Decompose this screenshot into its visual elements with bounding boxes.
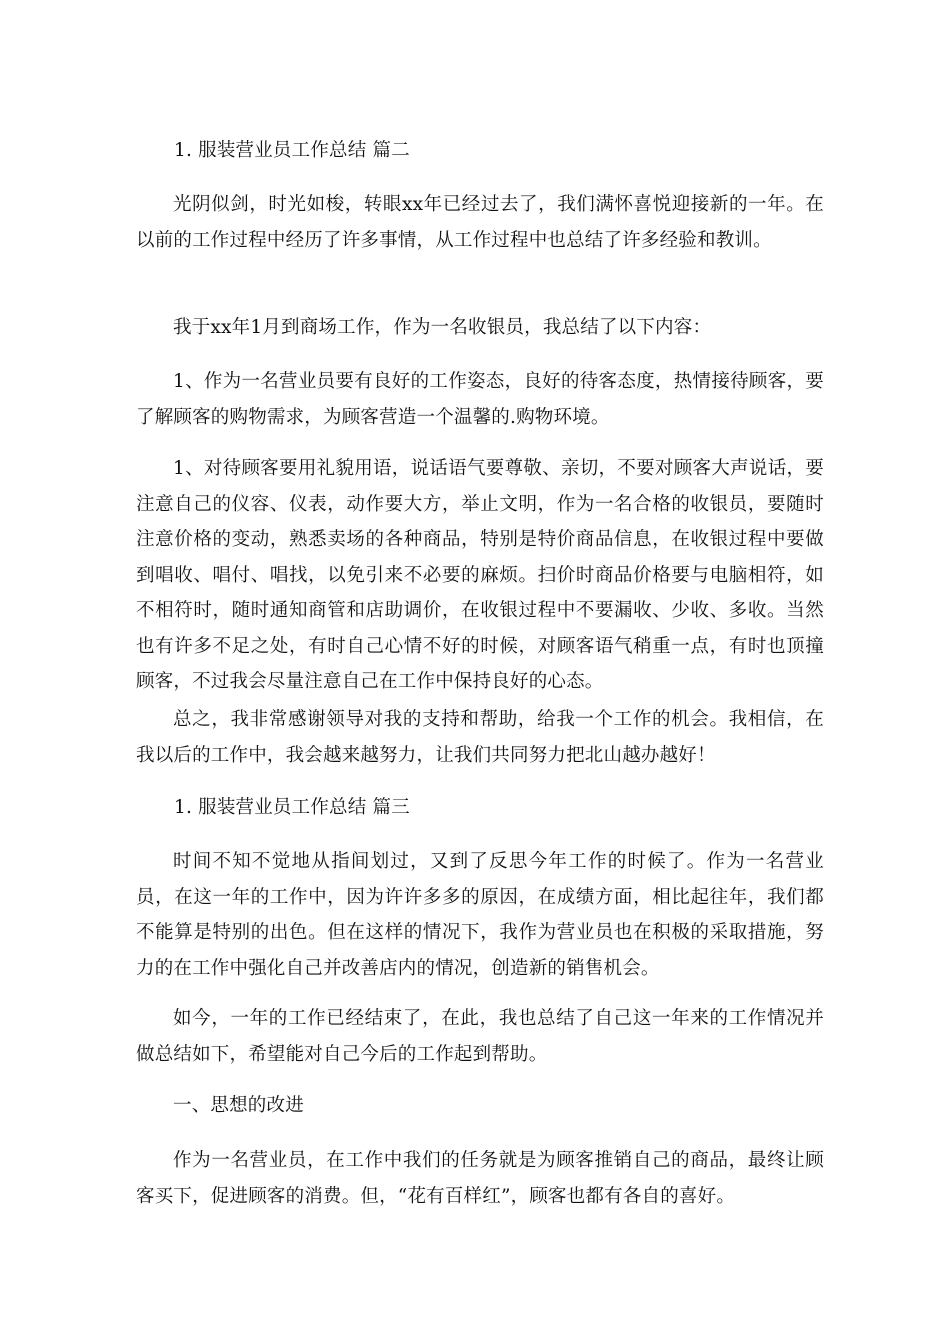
paragraph-start-work: 我于xx年1月到商场工作，作为一名收银员，我总结了以下内容： (173, 317, 712, 338)
paragraph-attitude: 1、作为一名营业员要有良好的工作姿态，良好的待客态度，热情接待顾客，要了解顾客的购物需求，为顾客营造一个温馨的.购物环境。 (136, 371, 824, 428)
section-heading-part-2: 1. 服装营业员工作总结 篇二 (174, 140, 410, 161)
subsection-heading-thinking: 一、思想的改进 (173, 1095, 304, 1116)
paragraph-summary-intro: 如今，一年的工作已经结束了，在此，我也总结了自己这一年来的工作情况并做总结如下，希望能对自己今后的工作起到帮助。 (136, 1008, 824, 1065)
paragraph-sales-role: 作为一名营业员，在工作中我们的任务就是为顾客推销自己的商品，最终让顾客买下，促进顾客的消费。但，“花有百样红”，顾客也都有各自的喜好。 (136, 1150, 824, 1207)
paragraph-intro: 光阴似剑，时光如梭，转眼xx年已经过去了，我们满怀喜悦迎接新的一年。在以前的工作过程中经历了许多事情，从工作过程中也总结了许多经验和教训。 (136, 194, 824, 251)
section-heading-part-3: 1. 服装营业员工作总结 篇三 (174, 797, 410, 818)
paragraph-reflection: 时间不知不觉地从指间划过，又到了反思今年工作的时候了。作为一名营业员，在这一年的工作中，因为许许多多的原因，在成绩方面，相比起往年，我们都不能算是特别的出色。但在这样的情况下，我作为营业员也在积极的采取措施，努力的在工作中强化自己并改善店内的情况，创造新的销售机会。 (136, 851, 824, 979)
paragraph-cashier-duties: 1、对待顾客要用礼貌用语，说话语气要尊敬、亲切，不要对顾客大声说话，要注意自己的仪容、仪表，动作要大方，举止文明，作为一名合格的收银员，要随时注意价格的变动，熟悉卖场的各种商品，特别是特价商品信息，在收银过程中要做到唱收、唱付、唱找，以免引来不必要的麻烦。扫价时商品价格要与电脑相符，如不相符时，随时通知商管和店助调价，在收银过程中不要漏收、少收、多收。当然也有许多不足之处，有时自己心情不好的时候，对顾客语气稍重一点，有时也顶撞顾客，不过我会尽量注意自己在工作中保持良好的心态。 (136, 458, 824, 692)
paragraph-thanks: 总之，我非常感谢领导对我的支持和帮助，给我一个工作的机会。我相信，在我以后的工作中，我会越来越努力，让我们共同努力把北山越办越好！ (136, 709, 824, 766)
